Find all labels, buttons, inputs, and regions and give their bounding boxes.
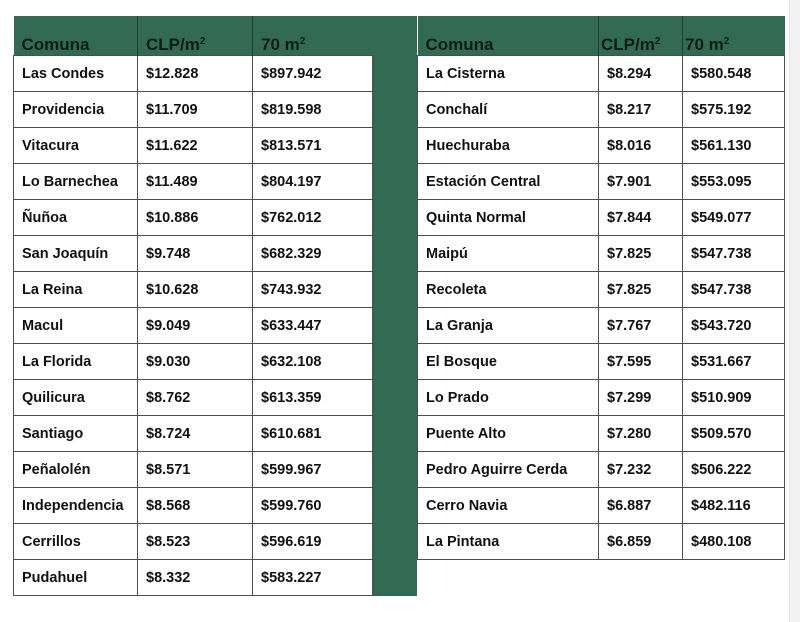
- table-row: [418, 236, 785, 272]
- price-per-m2-cell: $11.709: [138, 92, 253, 128]
- price-per-m2-cell: $10.886: [138, 200, 253, 236]
- right-header-row: [418, 16, 785, 56]
- price-per-m2-cell: $9.049: [138, 308, 253, 344]
- comuna-cell: Cerrillos: [14, 524, 138, 560]
- comuna-cell: Ñuñoa: [14, 200, 138, 236]
- total-70m2-cell: $583.227: [253, 560, 374, 596]
- left-table-body: [14, 56, 374, 596]
- total-70m2-cell: $509.570: [683, 416, 785, 452]
- price-per-m2-cell: $10.628: [138, 272, 253, 308]
- price-per-m2-cell: $7.767: [599, 308, 683, 344]
- total-70m2-cell: $547.738: [683, 236, 785, 272]
- total-70m2-cell: $610.681: [253, 416, 374, 452]
- total-70m2-cell: $632.108: [253, 344, 374, 380]
- price-per-m2-cell: $7.232: [599, 452, 683, 488]
- table-row: [418, 488, 785, 524]
- price-per-m2-cell: $8.568: [138, 488, 253, 524]
- total-70m2-cell: $743.932: [253, 272, 374, 308]
- total-70m2-cell: $561.130: [683, 128, 785, 164]
- table-row: [14, 308, 374, 344]
- comuna-cell: Las Condes: [14, 56, 138, 92]
- left-price-table: [13, 16, 374, 596]
- table-row: [14, 200, 374, 236]
- comuna-cell: Quilicura: [14, 380, 138, 416]
- total-70m2-cell: $599.967: [253, 452, 374, 488]
- price-per-m2-cell: $9.748: [138, 236, 253, 272]
- header-comuna: Comuna: [21, 35, 90, 54]
- comuna-cell: Pudahuel: [14, 560, 138, 596]
- price-per-m2-cell: $8.571: [138, 452, 253, 488]
- total-70m2-cell: $549.077: [683, 200, 785, 236]
- comuna-cell: Estación Central: [418, 164, 599, 200]
- header-comuna: Comuna: [425, 35, 494, 54]
- total-70m2-cell: $762.012: [253, 200, 374, 236]
- comuna-cell: Macul: [14, 308, 138, 344]
- table-row: [14, 344, 374, 380]
- table-row: [14, 92, 374, 128]
- table-row: [418, 164, 785, 200]
- comuna-cell: Puente Alto: [418, 416, 599, 452]
- comuna-cell: El Bosque: [418, 344, 599, 380]
- comuna-cell: Vitacura: [14, 128, 138, 164]
- price-per-m2-cell: $7.280: [599, 416, 683, 452]
- header-total-70m2: 70 $m^2$: [683, 16, 785, 56]
- total-70m2-cell: $547.738: [683, 272, 785, 308]
- total-70m2-cell: $819.598: [253, 92, 374, 128]
- price-per-m2-cell: $8.523: [138, 524, 253, 560]
- table-row: [418, 452, 785, 488]
- price-per-m2-cell: $7.844: [599, 200, 683, 236]
- price-per-m2-cell: $12.828: [138, 56, 253, 92]
- price-per-m2-cell: $11.489: [138, 164, 253, 200]
- price-per-m2-cell: $7.825: [599, 236, 683, 272]
- table-row: [14, 128, 374, 164]
- comuna-cell: Quinta Normal: [418, 200, 599, 236]
- total-70m2-cell: $804.197: [253, 164, 374, 200]
- comuna-cell: Cerro Navia: [418, 488, 599, 524]
- table-row: [418, 416, 785, 452]
- table-row: [418, 92, 785, 128]
- table-row: [14, 164, 374, 200]
- comuna-cell: Providencia: [14, 92, 138, 128]
- total-70m2-cell: $531.667: [683, 344, 785, 380]
- comuna-cell: La Florida: [14, 344, 138, 380]
- comuna-cell: Lo Prado: [418, 380, 599, 416]
- total-70m2-cell: $813.571: [253, 128, 374, 164]
- comuna-cell: La Pintana: [418, 524, 599, 560]
- price-per-m2-cell: $8.016: [599, 128, 683, 164]
- total-70m2-cell: $543.720: [683, 308, 785, 344]
- table-row: [14, 452, 374, 488]
- price-per-m2-cell: $9.030: [138, 344, 253, 380]
- total-70m2-cell: $575.192: [683, 92, 785, 128]
- table-row: [418, 344, 785, 380]
- header-price-per-m2: CLP/$m^2$: [138, 16, 253, 56]
- total-70m2-cell: $510.909: [683, 380, 785, 416]
- center-divider-band: [372, 16, 417, 596]
- comuna-cell: Independencia: [14, 488, 138, 524]
- price-per-m2-cell: $8.724: [138, 416, 253, 452]
- total-70m2-cell: $553.095: [683, 164, 785, 200]
- price-per-m2-cell: $6.859: [599, 524, 683, 560]
- table-row: [14, 56, 374, 92]
- table-row: [14, 416, 374, 452]
- price-per-m2-cell: $6.887: [599, 488, 683, 524]
- header-total-70m2: 70 $m^2$: [253, 16, 374, 56]
- table-row: [418, 128, 785, 164]
- total-70m2-cell: $613.359: [253, 380, 374, 416]
- price-per-m2-cell: $8.332: [138, 560, 253, 596]
- comuna-cell: La Cisterna: [418, 56, 599, 92]
- table-row: [418, 200, 785, 236]
- table-row: [14, 560, 374, 596]
- total-70m2-cell: $633.447: [253, 308, 374, 344]
- price-per-m2-cell: $8.294: [599, 56, 683, 92]
- price-per-m2-cell: $8.217: [599, 92, 683, 128]
- table-row: [14, 380, 374, 416]
- total-70m2-cell: $580.548: [683, 56, 785, 92]
- table-row: [418, 380, 785, 416]
- comuna-cell: Peñalolén: [14, 452, 138, 488]
- table-row: [418, 272, 785, 308]
- scrollbar-edge[interactable]: [789, 0, 800, 622]
- comuna-cell: Pedro Aguirre Cerda: [418, 452, 599, 488]
- total-70m2-cell: $480.108: [683, 524, 785, 560]
- total-70m2-cell: $599.760: [253, 488, 374, 524]
- price-per-m2-cell: $7.825: [599, 272, 683, 308]
- price-per-m2-cell: $7.299: [599, 380, 683, 416]
- comuna-cell: La Reina: [14, 272, 138, 308]
- left-header-row: [14, 16, 374, 56]
- comuna-cell: Conchalí: [418, 92, 599, 128]
- table-row: [14, 272, 374, 308]
- table-row: [418, 56, 785, 92]
- comuna-cell: San Joaquín: [14, 236, 138, 272]
- total-70m2-cell: $482.116: [683, 488, 785, 524]
- total-70m2-cell: $897.942: [253, 56, 374, 92]
- comuna-cell: Huechuraba: [418, 128, 599, 164]
- right-price-table: [417, 16, 785, 560]
- table-row: [14, 236, 374, 272]
- comuna-cell: Lo Barnechea: [14, 164, 138, 200]
- table-row: [14, 488, 374, 524]
- comuna-cell: Santiago: [14, 416, 138, 452]
- price-per-m2-cell: $11.622: [138, 128, 253, 164]
- table-row: [418, 524, 785, 560]
- price-per-m2-cell: $7.595: [599, 344, 683, 380]
- header-price-per-m2: CLP/$m^2$: [599, 16, 683, 56]
- price-per-m2-cell: $8.762: [138, 380, 253, 416]
- price-per-m2-cell: $7.901: [599, 164, 683, 200]
- total-70m2-cell: $596.619: [253, 524, 374, 560]
- table-row: [418, 308, 785, 344]
- right-table-body: [418, 56, 785, 560]
- comuna-cell: Maipú: [418, 236, 599, 272]
- comuna-cell: Recoleta: [418, 272, 599, 308]
- comuna-cell: La Granja: [418, 308, 599, 344]
- total-70m2-cell: $682.329: [253, 236, 374, 272]
- table-row: [14, 524, 374, 560]
- total-70m2-cell: $506.222: [683, 452, 785, 488]
